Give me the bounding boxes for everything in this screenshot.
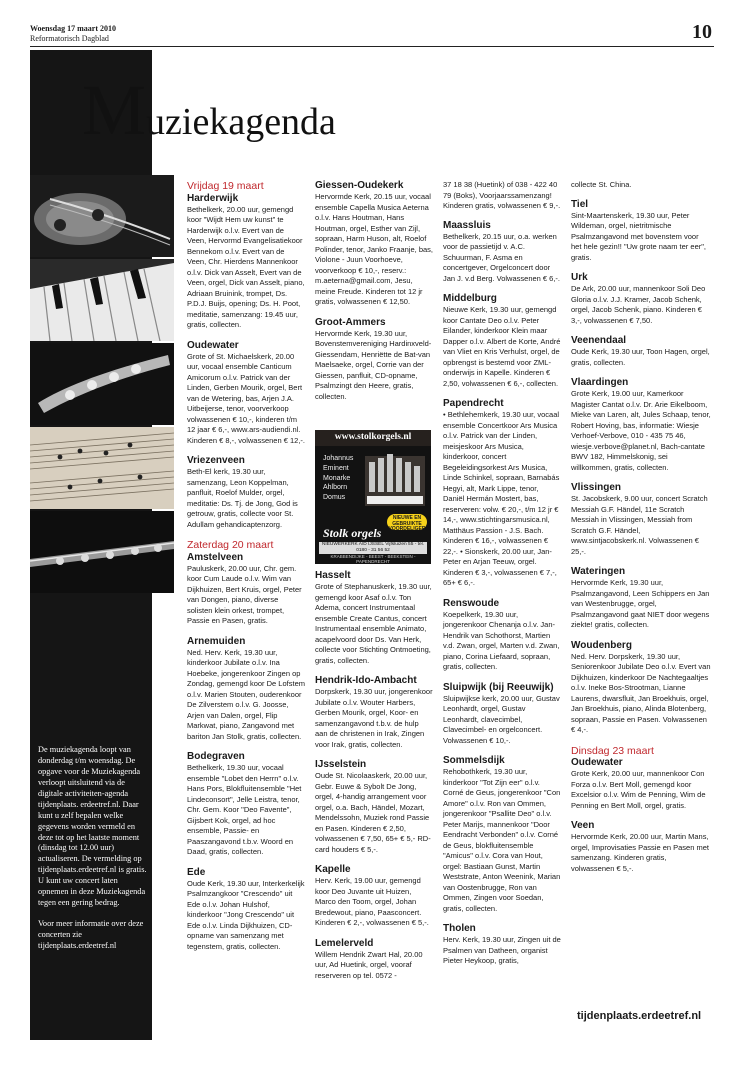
photo-strip [30, 175, 174, 595]
ad-address: NIEUWERKERK A/D IJSSEL Vijfsluizen 55 - tel. 0180 - 31 56 52 [319, 542, 427, 554]
flute-photo [30, 511, 174, 593]
town-name: Vlissingen [571, 482, 622, 493]
town-name: Oudewater [571, 757, 623, 769]
info-text: De muziekagenda loopt van donderdag t/m woensdag. De opgave voor de Muziekagenda verloopt uitsluitend via de digitale activiteiten-agenda tijdenplaats. erdeetref.nl. Daar kunt u zelf bepalen welke gegevens worden vermeld en deze tot op het laatste moment (dinsdag tot 12.00 uur) actualiseren. De vermelding op tijdenplaats.erdeetref.nl is gratis. U kunt uw concert laten opnemen in deze Muziekagenda tegen een gering bedrag. [38, 745, 147, 908]
day-heading: Zaterdag 20 maart [187, 539, 274, 552]
ad-brand-name: Domus [323, 494, 346, 502]
entry-text: Bethelkerk, 19.30 uur, vocaal ensemble "Lobet den Herrn" o.l.v. Hans Pors, Blokfluitensemble "Het Lindeconsort", Jelle Leistra, tenor, Chr. Gem. Koor "Deo Favente", Gijsbert Kok, orgel, ad hoc ensemble, Passie- en Paaszangavond t.b.v. Woord en Daad, gratis, collecten. [187, 763, 302, 857]
town-name: Tiel [571, 198, 589, 210]
town-name: Renswoude [443, 597, 500, 609]
town-name: Arnemuiden [187, 635, 246, 647]
piano-keys-photo [30, 259, 174, 341]
entry-text: Herv. Kerk, 19.00 uur, gemengd koor Deo Juvante uit Huizen, Marco den Toom, orgel, Johan Bredewout, piano, Paasconcert. Kinderen € 2,-, volwassenen € 5,-. [315, 876, 429, 927]
day-heading: Dinsdag 23 maart [571, 744, 654, 757]
entry-text: St. Jacobskerk, 9.00 uur, concert Scratch Messiah G.F. Händel, 11e Scratch Messiah in Vlissingen, Messiah from Scratch G.F. Händel, www.sintjacobskerk.nl. Volwassenen € 25,-. [571, 494, 708, 556]
entry-text: Grote of Stephanuskerk, 19.30 uur, gemengd koor Asaf o.l.v. Ton Adema, concert Instrumentaal ensemble Create Cantus, concert Instrumentaal ensemble Animato, acapelvoord door Ds. Van Herk, collecte voor Stichting Ontmoeting, gratis, collecten. [315, 582, 432, 665]
agenda-entry [443, 755, 561, 914]
agenda-entry [571, 482, 711, 557]
entry-text: Sluipwijkse kerk, 20.00 uur, Gustav Leonhardt, orgel, Gustav Leonhardt, clavecimbel, Clavecimbel- en orgelconcert. Volwassenen € 10,-. [443, 693, 560, 745]
entry-text: Ned. Herv. Dorpskerk, 19.30 uur, Seniorenkoor Jubilate Deo o.l.v. Evert van Dijkhuizen, kinderkoor De Nachtegaaltjes o.l.v. Ineke Bos-Strootman, Lianne Laurens, dwarsfluit, Jan Broekhuis, orgel, Jan Broekhuis, piano, Alinda Blotenberg, sopraan, Passie en Pasen. Volwassenen € 4,-. [571, 651, 711, 734]
agenda-entry [187, 180, 305, 331]
agenda-entry [571, 335, 711, 368]
ad-badge: NIEUWE EN GEBRUIKTE VOORDELIGER [388, 515, 426, 532]
ad-url: www.stolkorgels.nl [334, 432, 412, 442]
town-name: Vlaardingen [571, 377, 629, 388]
entry-text: Ned. Herv. Kerk, 19.30 uur, kinderkoor Jubilate o.l.v. Ina Hoebeke, jongerenkoor Zingen op Zondag, gemengd koor De Lofstem o.l.v. Marien Stouten, ouderenkoor De Zilverstem o.l.v. G. Joosse, Arjen van Dalen, orgel, Flip Markwat, piano, Zangavond met bariton Jan Stolk, gratis, collecten. [187, 647, 305, 741]
town-name: Giessen-Oudekerk [315, 180, 404, 191]
page-header [30, 21, 714, 47]
agenda-entry [187, 867, 305, 953]
agenda-column-3 [443, 180, 561, 976]
town-name: Sommelsdijk [443, 755, 505, 766]
town-name: Hasselt [315, 570, 351, 581]
town-name: Oudewater [187, 339, 239, 351]
town-name: Veenendaal [571, 335, 627, 346]
entry-text: • Bethlehemkerk, 19.30 uur, vocaal ensemble Concertkoor Ars Musica o.l.v. Patrick van der Linden, meisjeskoor Ars Musica, kinderkoor, concert Begeleidingsorkest Ars Musica, Linde Schinkel, sopraan, Barnabás Hegyi, alt, Mark Lippe, tenor, Daniël Hermán Mostert, bas, reserveren: volw. € 20,-, t/m 12 jr € 14,-, www.stichtingarsmusica.nl, Matthäus Passion - J.S. Bach. Kinderen € 16,-, volwassenen € 22,-. • Sionskerk, 20.00 uur, Jan-Peter en Arjan Teeuw, orgel. Kinderen € 3,-, volwassenen € 7,-, 65+ € 6,-. [443, 410, 560, 587]
entry-text: De Ark, 20.00 uur, mannenkoor Soli Deo Gloria o.l.v. J.J. Kramer, Jacob Schenk, orgel, Jacob Schenk, piano. Kinderen € 3,-, volwassenen € 7,50. [571, 284, 706, 325]
entry-text: Willem Hendrik Zwart Hal, 20.00 uur, Ad Huetink, orgel, vooraf reserveren op tel. 0572 - [315, 949, 423, 980]
title-rest: uziekagenda [146, 101, 336, 143]
town-name: Wateringen [571, 566, 626, 577]
agenda-entry [187, 539, 305, 627]
town-name: Hendrik-Ido-Ambacht [315, 675, 417, 686]
agenda-entry [315, 570, 433, 666]
town-name: Sluipwijk (bij Reeuwijk) [443, 681, 554, 693]
info-link-text: Voor meer informatie over deze concerten zie tijdenplaats.erdeetref.nl [38, 919, 144, 950]
agenda-entry [571, 745, 711, 812]
title-initial: M [82, 70, 147, 150]
agenda-entry [315, 180, 433, 308]
agenda-entry [187, 455, 305, 530]
agenda-column-1 [187, 180, 305, 961]
town-name: Papendrecht [443, 398, 504, 409]
agenda-entry [315, 675, 433, 750]
town-name: Kapelle [315, 864, 351, 875]
agenda-entry [315, 938, 433, 982]
town-name: Harderwijk [187, 192, 239, 204]
agenda-entry [315, 759, 433, 855]
agenda-entry [443, 293, 561, 389]
town-name: Tholen [443, 923, 476, 934]
town-name: Groot-Ammers [315, 316, 386, 328]
town-name: IJsselstein [315, 759, 367, 770]
entry-text: Rehobothkerk, 19.30 uur, kinderkoor "Tot Zijn eer" o.l.v. Corné de Geus, jongerenkoor "Con Amore" o.l.v. Ron van Ommen, jongerenkoor "Psallite Deo" o.l.v. Peter Marijs, mannenkoor "Door Eendracht Verbonden" o.l.v. Corné de Geus, blokfluitensemble "Amicus" o.l.v. Cora van Hout, orgel: Bastiaan Gunst, Martin Weststrate, Anton Weenink, Marian van Oostenbrugge, Ron van Ommen, Zingen voor Soedan, gratis, collecten. [443, 767, 561, 913]
violin-photo [30, 175, 174, 257]
page-title [82, 70, 336, 150]
organ-icon [363, 450, 427, 510]
agenda-entry [571, 820, 711, 874]
day-heading: Vrijdag 19 maart [187, 180, 264, 192]
town-name: Maassluis [443, 219, 491, 231]
ad-brand-name: Johannus [323, 455, 354, 462]
entry-text: Oude Kerk, 19.30 uur, Interkerkelijk Psalmzangkoor "Crescendo" uit Ede o.l.v. Johan Hulshof, kinderkoor "Jong Crescendo" uit Ede o.l.v. Linda Dijkhuizen, CD-opname van samenzang met tegenstem, gratis, collecten. [187, 878, 305, 951]
entry-text: Sint-Maartenskerk, 19.30 uur, Peter Wildeman, orgel, nietritmische Psalmzangavond met bovenstem voor het hele gezin!! "Uw grote naam ter eer", gratis. [571, 210, 706, 262]
agenda-entry [187, 636, 305, 743]
agenda-entry [571, 566, 711, 631]
entry-text: Grote Kerk, 20.00 uur, mannenkoor Con Forza o.l.v. Bert Moll, gemengd koor Excelsior o.l.v. Wim de Penning, Wim de Penning en Bert Moll, orgel, gratis. [571, 769, 706, 810]
entry-text: Bethelkerk, 20.15 uur, o.a. werken voor de passietijd v. A.C. Schuurman, F. Asma en concertgever, Orgelconcert door Jan J. v.d Berg. Volwassenen € 6,-. [443, 231, 561, 283]
ad-locations: KRABBENDIJKE - BEEST - BEEKSTEIN - PAPENDRECHT [330, 554, 416, 564]
ad-brand-name: Monarke [323, 474, 351, 482]
entry-text: Dorpskerk, 19.30 uur, jongerenkoor Jubilate o.l.v. Wouter Harbers, Gerben Mourik, orgel, Koor- en samenzangavond t.b.v. de hulp aan de christenen in Irak, Zingen voor Irak, gratis, collecten. [315, 687, 433, 749]
sheet-music-photo [30, 427, 174, 509]
entry-text: Bethelkerk, 20.00 uur, gemengd koor "Wijdt Hem uw kunst" te Harderwijk o.l.v. Evert van de Veen, Hervormd Evangelisatiekoor Bennekom o.l.v. Evert van de Veen, Chr. Hierdens Mannenkoor o.l.v. Dick van Asselt, Evert van de Veen, orgel, Dick van Asselt, piano, Adriaan Bruinink, trompet, Ds. P.D.J. Buijs, opening; Ds. H. Poot, meditatie, samenzang: 19.45 uur, gratis, collecten. [187, 204, 305, 330]
ad-logo: Stolk orgels [323, 526, 382, 540]
agenda-entry [571, 640, 711, 736]
ad-brand-list [323, 454, 353, 503]
entry-text: Oude Kerk, 19.30 uur, Toon Hagen, orgel, gratis, collecten. [571, 347, 710, 367]
info-box [38, 745, 150, 962]
agenda-entry [187, 751, 305, 858]
newspaper-name: Reformatorisch Dagblad [30, 34, 109, 43]
entry-text: Hervormde Kerk, 19.30 uur, Bovenstemvereniging Hardinxveld-Giessendam, Henriëtte de Bat-van Maelsaeke, orgel, Corrie van der Giessen, panfluit, CD-opname, Psalmzingt den Heere, gratis, collecten. [315, 328, 432, 401]
agenda-entry [315, 864, 433, 929]
footer-url[interactable]: tijdenplaats.erdeetref.nl [577, 1010, 702, 1022]
entry-text: Grote Kerk, 19.00 uur, Kamerkoor Magister Cantat o.l.v. Dr. Arie Eikelboom, Mieke van Laren, alt, Jules Schaap, tenor, Robert Hoving, bas, informatie: Wiesje Verhoef-Verbove, 010 - 435 75 46, wiesje.verbove@planet.nl, Bach-cantate BWV 182, Himmelskonig, sei willkommen, gratis, collecten. [571, 389, 711, 472]
town-name: Urk [571, 272, 588, 283]
entry-text: Pauluskerk, 20.00 uur, Chr. gem. koor Cum Laude o.l.v. Wim van Dijkhuizen, Bert Kruis, orgel, Peter van Dongen, piano, diverse solisten klein orkest, trompet, Passie en Pasen, gratis. [187, 563, 302, 626]
agenda-column-2 [315, 180, 433, 411]
entry-text: Hervormde Kerk, 20.15 uur, vocaal ensemble Capella Musica Aeterna o.l.v. Hans Houtman, Hans Houtman, orgel, Esther van Zijl, sopraan, Harm Huson, alt, Roelof Polinder, tenor, Janko Fraanje, bas, Violone - Juun Voorhoeve, voorverkoop € 10,-, reserv.: m.aeterna@gmail.com, Jesu, meine Freude. Kinderen tot 12 jr gratis, volwassenen € 12,50. [315, 192, 433, 306]
issue-date: Woensdag 17 maart 2010 [30, 24, 116, 33]
ad-brand-name: Ahlborn [323, 484, 348, 492]
town-name: Veen [571, 820, 595, 832]
agenda-column-2-lower [315, 570, 433, 990]
entry-text: Nieuwe Kerk, 19.30 uur, gemengd koor Cantate Deo o.l.v. Peter Eilander, kinderkoor Klein maar Dapper o.l.v. Albert de Korte, André van Vliet en Kris Verhulst, orgel, de opbrengst is bestemd voor ZML-onderwijs in Kapelle. Kinderen € 2,50, volwassenen € 6,-, collecten. [443, 305, 561, 388]
town-name: Ede [187, 866, 206, 878]
agenda-entry [571, 272, 711, 326]
agenda-entry [443, 220, 561, 285]
page-number: 10 [692, 21, 712, 43]
agenda-entry [571, 377, 711, 473]
town-name: Bodegraven [187, 751, 245, 763]
town-name: Vriezenveen [187, 455, 245, 467]
entry-text: Beth-El kerk, 19.30 uur, samenzang, Leon Koppelman, panfluit, Roelof Mulder, orgel, meditatie: Ds. Tj. de Jong, God is getrouw, gratis, collecte voor St. Adullam gehandicaptenzorg. [187, 467, 298, 529]
entry-text: Hervormde Kerk, 19.30 uur, Psalmzangavond, Leen Schippers en Jan van Westenbrugge, orgel, Psalmzangavond gaat NIET door wegens ziekte! gratis, collecten. [571, 578, 710, 629]
town-name: Woudenberg [571, 639, 632, 651]
advertisement [315, 430, 431, 564]
entry-text: Koepelkerk, 19.30 uur, jongerenkoor Chenanja o.l.v. Jan-Hendrik van Schothorst, Martien v.d. Zwan, orgel, Marten v.d. Zwan, piano, Corina Liefaard, sopraan, gratis, collecten. [443, 609, 560, 671]
entry-text: Herv. Kerk, 19.30 uur, Zingen uit de Psalmen van Datheen, organist Pieter Heykoop, gratis, [443, 935, 561, 965]
saxophone-photo [30, 343, 174, 425]
town-name: Middelburg [443, 293, 497, 304]
agenda-entry [443, 923, 561, 967]
agenda-entry [443, 398, 561, 589]
agenda-entry [315, 317, 433, 403]
agenda-entry [571, 199, 711, 264]
town-name: Amstelveen [187, 551, 244, 563]
entry-text: Hervormde Kerk, 20.00 uur, Martin Mans, orgel, Improvisaties Passie en Pasen met samenzang. Kinderen gratis, volwassenen € 5,-. [571, 832, 709, 873]
agenda-entry [443, 598, 561, 673]
ad-brand-name: Eminent [323, 464, 349, 472]
continued-text: 37 18 38 (Huetink) of 038 - 422 40 79 (Boks), Voorjaarssamenzang! Kinderen gratis, volwassenen € 9,-. [443, 180, 561, 210]
entry-text: Grote of St. Michaelskerk, 20.00 uur, vocaal ensemble Canticum Amicorum o.l.v. Patrick van der Linden, Gerben Mourik, orgel, Bert van de Wetering, bas, Arjen J.A. Uitbeijerse, tenor, voorverkoop volwassenen € 10,-, kinderen t/m 12 jaar € 6,-, www.ars-audiendi.nl. Kinderen € 8,-, volwassenen € 12,-. [187, 351, 305, 445]
agenda-entry [187, 340, 305, 447]
agenda-column-4 [571, 180, 711, 883]
entry-text: Oude St. Nicolaaskerk, 20.00 uur, Gebr. Euwe & Sybolt De Jong, orgel, 4-handig arrangement voor orgel, o.a. Bach, Händel, Mozart, Mendelssohn, Muziek rond Passie en Pasen. Kinderen € 2,50, volwassenen € 7,50, 65+ € 5,- RD-card houders € 5,-. [315, 771, 431, 854]
agenda-entry [443, 682, 561, 747]
continued-text: collecte St. China. [571, 180, 632, 189]
town-name: Lemelerveld [315, 937, 374, 949]
